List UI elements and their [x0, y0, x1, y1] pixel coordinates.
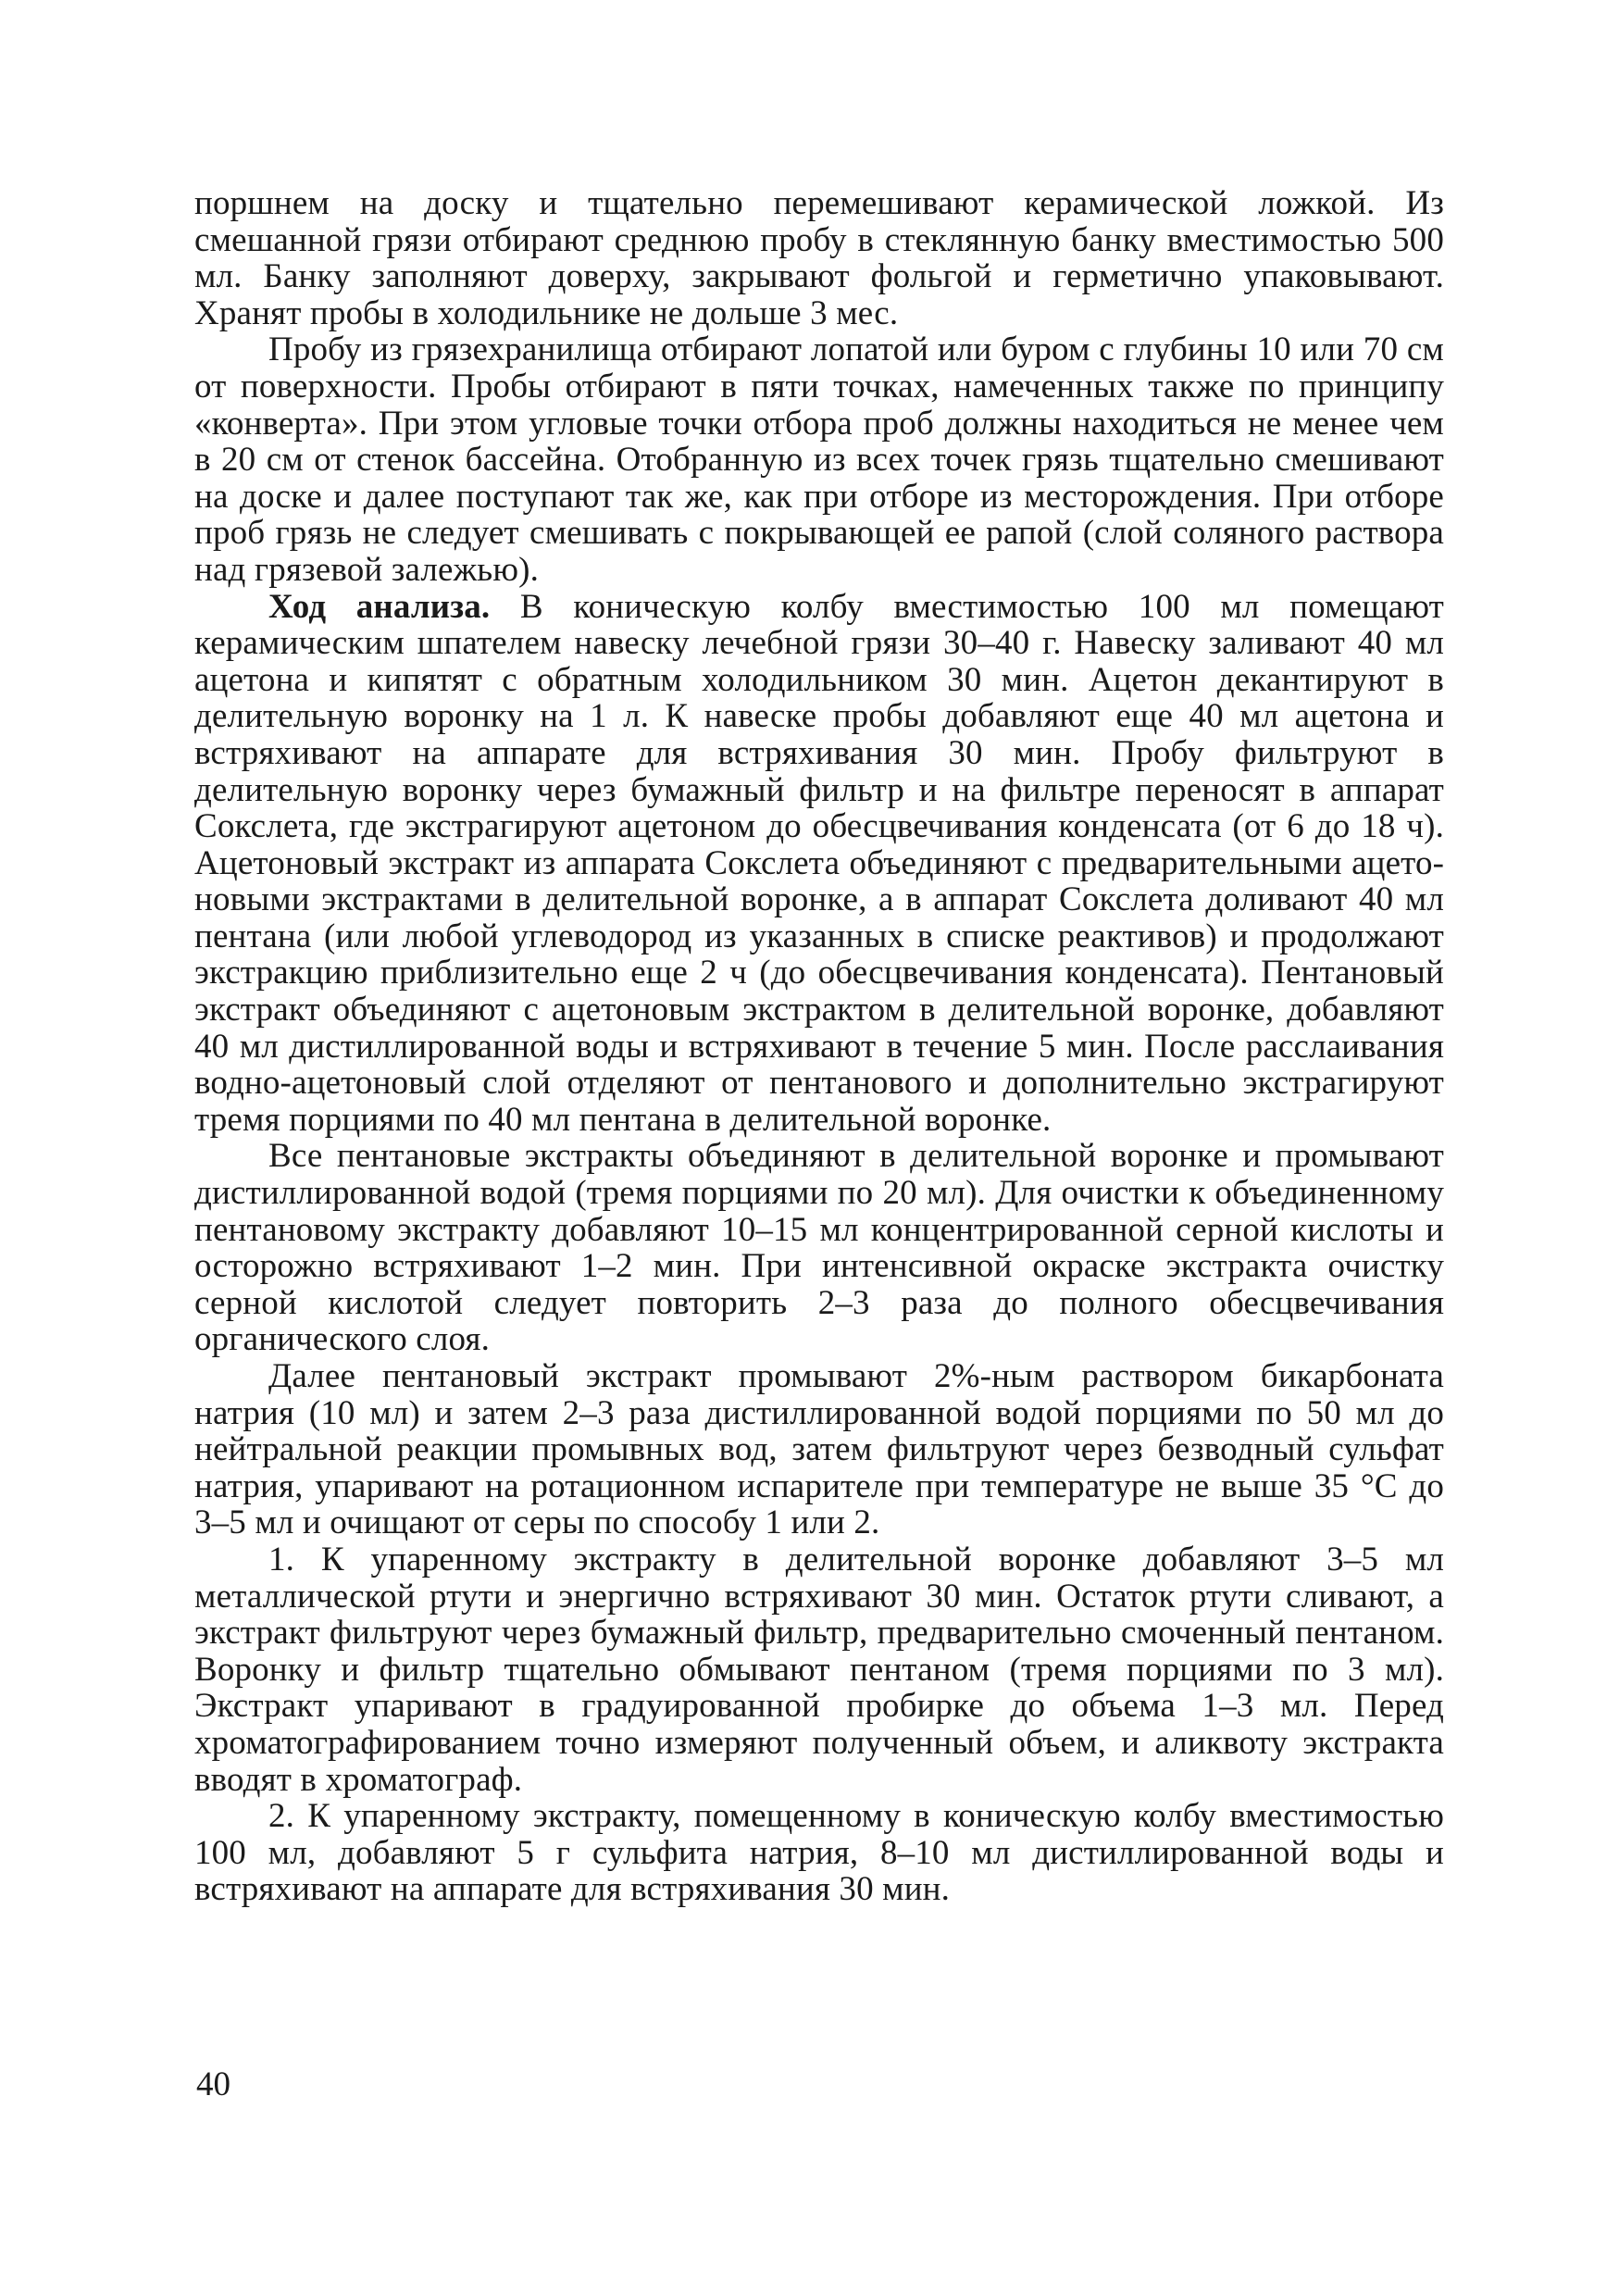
paragraph-1-text: поршнем на доску и тщательно перемешивают керамической ложкой. Из смешанной грязи отбирают среднюю пробу в стеклянную банку вместимостью 500 мл. Банку заполняют доверху, закрывают фольгой и герметично упаковывают. Хранят пробы в холодильнике не дольше 3 мес. — [194, 184, 1444, 332]
paragraph-3 — [194, 589, 1444, 1139]
paragraph-6-text: 1. К упаренному экстракту в делительной воронке добавляют 3–5 мл металлической ртути и энергично встряхивают 30 мин. Остаток ртути сливают, а экстракт фильтруют через бумажный фильтр, предварительно смоченный пентаном. Воронку и фильтр тщательно обмывают пентаном (тремя порциями по 3 мл). Экстракт упаривают в градуированной пробирке до объема 1–3 мл. Перед хроматографированием точно измеряют полученный объем, и аликвоту экстракта вводят в хроматограф. — [194, 1540, 1444, 1799]
paragraph-5 — [194, 1358, 1444, 1541]
paragraph-1 — [194, 185, 1444, 331]
paragraph-7-text: 2. К упаренному экстракту, помещенному в коническую колбу вместимостью 100 мл, добавляют 5 г сульфита натрия, 8–10 мл дистиллированной воды и встряхивают на аппарате для встряхивания 30 мин. — [194, 1797, 1444, 1909]
paragraph-6 — [194, 1541, 1444, 1798]
paragraph-5-text: Далее пентановый экстракт промывают 2%-ным раствором бикарбоната натрия (10 мл) и затем 2–3 раза дистиллированной водой порциями по 50 мл до нейтральной реакции промывных вод, затем фильтруют через безводный сульфат натрия, упаривают на ротационном испарителе при температуре не выше 35 °С до 3–5 мл и очищают от серы по способу 1 или 2. — [194, 1357, 1444, 1542]
paragraph-2 — [194, 331, 1444, 588]
paragraph-3-text: В коническую колбу вместимостью 100 мл помещают керамическим шпателем навеску лечебной грязи 30–40 г. Навеску заливают 40 мл ацетона и кипятят с обратным холодильником 30 мин. Ацетон декантируют в делительную воронку на 1 л. К навеске пробы добавляют еще 40 мл ацетона и встряхивают на аппарате для встряхивания 30 мин. Пробу фильтруют в делительную воронку через бумажный фильтр и на фильтре переносят в аппарат Сокслета, где экстрагируют ацетоном до обесцвечивания конденсата (от 6 до 18 ч). Ацетоновый экстракт из аппарата Сокслета объединяют с предварительными ацетоновыми экстрактами в делительной воронке, а в аппарат Сокслета доливают 40 мл пентана (или любой углеводород из указанных в списке реактивов) и продолжают экстракцию приблизительно еще 2 ч (до обесцвечивания конденсата). Пентановый экстракт объединяют с ацетоновым экстрактом в делительной воронке, добавляют 40 мл дистиллированной воды и встряхивают в течение 5 мин. После расслаивания водно-ацетоновый слой отделяют от пентанового и дополнительно экстрагируют тремя порциями по 40 мл пентана в делительной воронке. — [194, 587, 1444, 1139]
body-text — [194, 185, 1444, 1908]
page-number: 40 — [196, 2065, 230, 2103]
paragraph-3-run-in-heading: Ход анализа. — [268, 587, 491, 626]
paragraph-7 — [194, 1798, 1444, 1908]
paragraph-4 — [194, 1138, 1444, 1358]
paragraph-4-text: Все пентановые экстракты объединяют в делительной воронке и промывают дистиллированной водой (тремя порциями по 20 мл). Для очистки к объединенному пентановому экстракту добавляют 10–15 мл концентрированной серной кислоты и осторожно встряхивают 1–2 мин. При интенсивной окраске экстракта очистку серной кислотой следует повторить 2–3 раза до полного обесцвечивания органического слоя. — [194, 1137, 1444, 1359]
paragraph-2-text: Пробу из грязехранилища отбирают лопатой или буром с глубины 10 или 70 см от поверхности. Пробы отбирают в пяти точках, намеченных также по принципу «конверта». При этом угловые точки отбора проб должны находиться не менее чем в 20 см от стенок бассейна. Отобранную из всех точек грязь тщательно смешивают на доске и далее поступают так же, как при отборе из месторождения. При отборе проб грязь не следует смешивать с покрывающей ее рапой (слой соляного раствора над грязевой залежью). — [194, 331, 1444, 589]
